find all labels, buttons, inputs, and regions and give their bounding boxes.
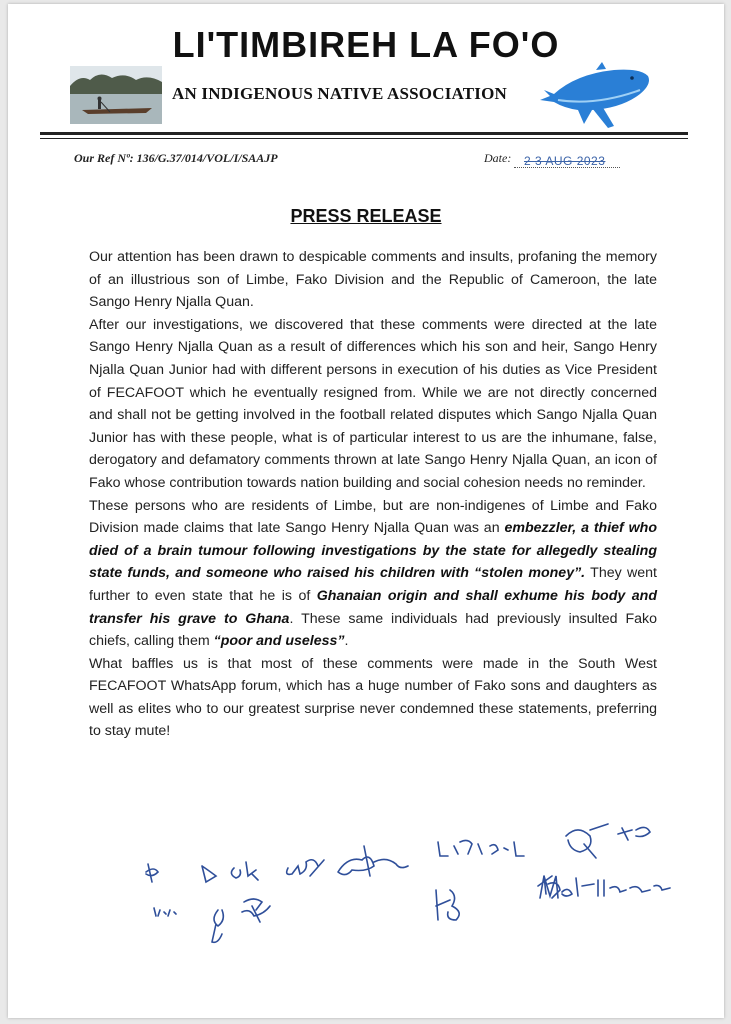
paragraph-3-text-e: . These same individuals had previously insulted Fako chiefs, calling them xyxy=(89,610,657,650)
date-stamp: 2 3 AUG 2023 xyxy=(524,154,606,168)
canoe-photo xyxy=(70,66,162,124)
paragraph-4: What baffles us is that most of these comments were made in the South West FECAFOOT WhatsApp forum, which has a huge number of Fako sons and daughters as well as elites who to our greatest surprise never condemned these statements, preferring to stay mute! xyxy=(89,655,657,740)
press-release-body xyxy=(89,246,657,743)
signature-1 xyxy=(146,864,158,882)
signature-4 xyxy=(287,860,324,876)
header-rule-thin xyxy=(40,138,688,139)
signatures-area xyxy=(138,816,678,956)
paragraph-3 xyxy=(89,495,657,653)
signature-10 xyxy=(436,890,459,920)
paragraph-3-emphasis-origin: Ghanaian origin and shall exhume his body and transfer his grave to Ghana xyxy=(89,587,657,627)
paragraph-3-text-a: These persons who are residents of Limbe, but are non-indigenes of Limbe and Fako Division made claims that late Sango Henry Njalla Quan was an xyxy=(89,497,657,537)
association-title: LI'TIMBIREH LA FO'O xyxy=(172,24,560,65)
signature-5 xyxy=(338,846,408,876)
reference-number: Our Ref Nº: 136/G.37/014/VOL/I/SAAJP xyxy=(74,151,278,165)
paragraph-3-text-c: They went further to even state that he is of xyxy=(89,565,657,604)
signature-6 xyxy=(438,840,524,856)
signature-8 xyxy=(618,827,650,840)
paragraph-1: Our attention has been drawn to despicable comments and insults, profaning the memory of an illustrious son of Limbe, Fako Division and the Republic of Cameroon, the late Sango Henry Njalla Quan. xyxy=(89,249,657,311)
date-label: Date: xyxy=(484,151,512,165)
whale-logo-icon xyxy=(536,56,654,136)
press-release-heading: PRESS RELEASE xyxy=(290,206,442,226)
signature-3 xyxy=(231,862,258,880)
paragraph-3-text-g: . xyxy=(344,633,349,650)
signature-2 xyxy=(202,866,216,882)
paragraph-2: After our investigations, we discovered that these comments were directed at the late Sango Henry Njalla Quan as a result of differences which his son and heir, Sango Henry Njalla Quan Junior had with different persons in execution of his duties as Vice President of FECAFOOT which he eventually resigned from. While we are not directly concerned and shall not be getting involved in the football related disputes which Sango Njalla Quan Junior has with these people, what is of particular interest to us are the inhumane, false, derogatory and defamatory comments thrown at late Sango Henry Njalla Quan, an icon of Fako whose contribution towards nation building and social cohesion needs no reminder. xyxy=(89,316,657,491)
signature-14 xyxy=(242,899,270,922)
document-page xyxy=(8,4,724,1018)
signature-13 xyxy=(212,910,223,942)
signature-12 xyxy=(154,908,176,916)
association-subtitle: AN INDIGENOUS NATIVE ASSOCIATION xyxy=(172,84,507,103)
signature-7 xyxy=(566,824,608,858)
header-rule xyxy=(40,132,688,135)
paragraph-3-emphasis-accusations: embezzler, a thief who died of a brain tumour following investigations by the state for allegedly stealing state funds, and someone who raised his children with “stolen money”. xyxy=(89,520,658,582)
paragraph-3-emphasis-insult: “poor and useless” xyxy=(213,633,345,650)
